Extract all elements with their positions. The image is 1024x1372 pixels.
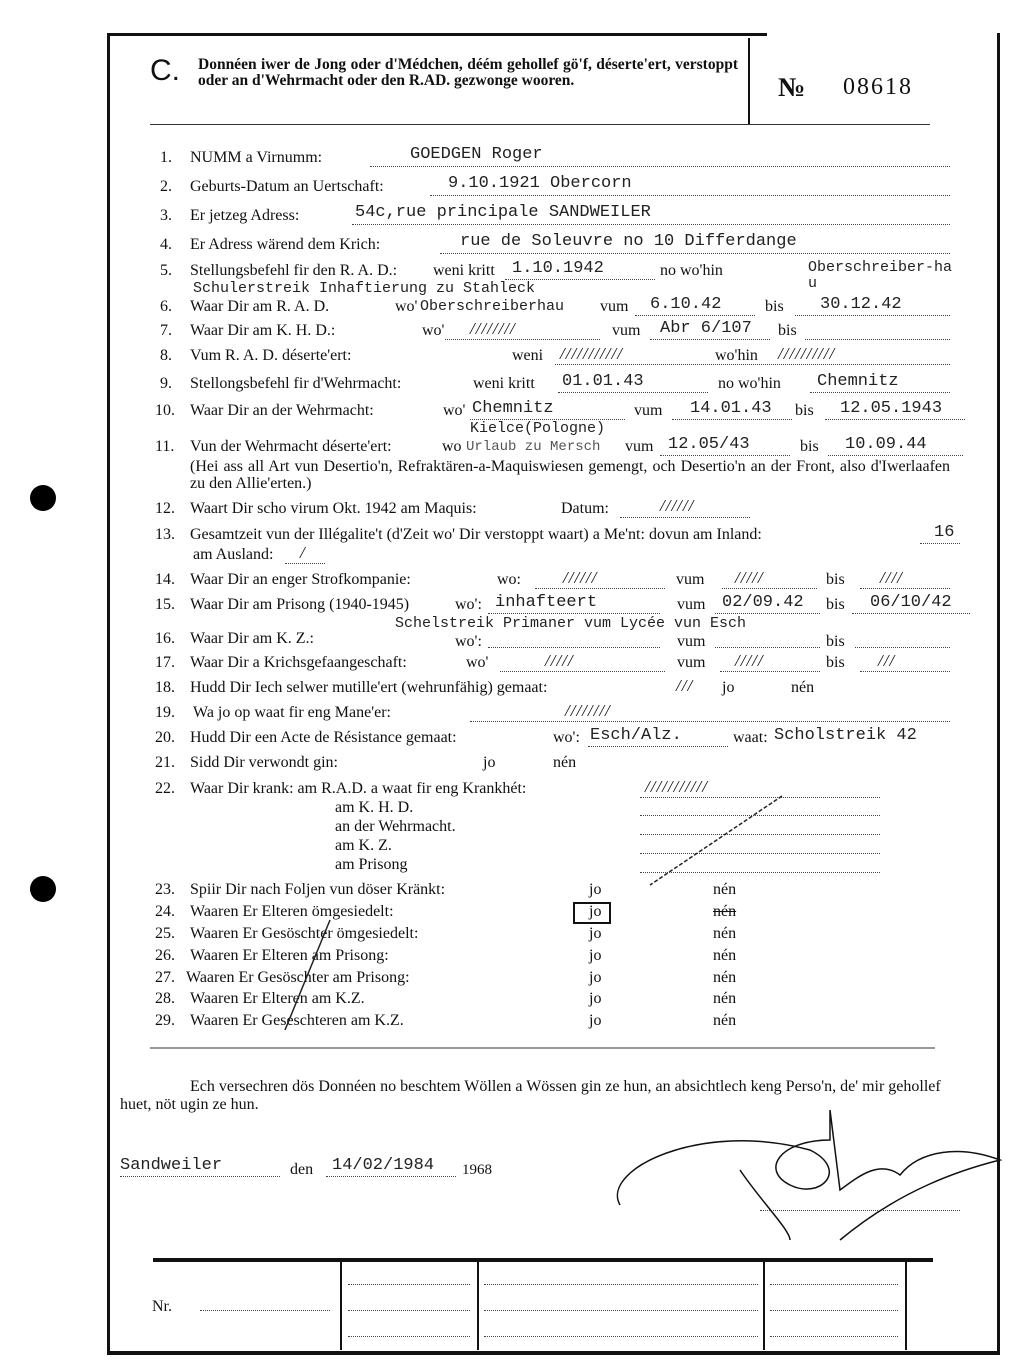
field-label: Waaren Er Geseschteren am K.Z. (190, 1012, 404, 1029)
footer-divider (905, 1262, 907, 1350)
wo-label: wo': (455, 633, 482, 650)
field-label: Stellungsbefehl fir den R. A. D.: (190, 262, 398, 279)
wehrmacht-place[interactable]: Chemnitz (472, 399, 554, 418)
rad-desert-when[interactable]: /////////// (560, 344, 623, 363)
field-number: 26. (155, 947, 175, 964)
field-number: 24. (155, 903, 175, 920)
sign-place[interactable]: Sandweiler (120, 1156, 223, 1175)
option-nen[interactable]: nén (713, 947, 737, 964)
option-nen[interactable]: nén (713, 925, 737, 942)
desertion-to[interactable]: 10.09.44 (845, 435, 927, 454)
resistance-place[interactable]: Esch/Alz. (590, 726, 682, 745)
field-number: 23. (155, 881, 175, 898)
section-letter: C. (150, 54, 180, 87)
name-value[interactable]: GOEDGEN Roger (410, 145, 543, 164)
option-jo[interactable]: jo (589, 925, 602, 942)
field-number: 5. (160, 262, 172, 279)
vum-label: vum (625, 438, 654, 455)
field-number: 21. (155, 754, 175, 771)
field-number: 28. (155, 990, 175, 1007)
option-nen[interactable]: nén (713, 969, 737, 986)
vum-label: vum (677, 654, 706, 671)
datum-label: Datum: (561, 500, 609, 517)
wo-label: wo': (553, 729, 580, 746)
top-border (107, 33, 767, 36)
sub-label: am Prisong (335, 856, 408, 873)
wo-label: wo' (466, 654, 489, 671)
field-label: Hudd Dir een Acte de Résistance gemaat: (190, 729, 457, 746)
sub-label: an der Wehrmacht. (335, 818, 456, 835)
option-nen-struck[interactable]: nén (713, 903, 737, 920)
field-label: Wa jo op waat fir eng Mane'er: (193, 704, 391, 721)
bis-label: bis (765, 298, 784, 315)
field-label: NUMM a Virnumm: (190, 149, 323, 166)
field-number: 12. (155, 500, 175, 517)
punch-hole (30, 485, 56, 511)
resistance-act[interactable]: Scholstreik 42 (774, 726, 917, 745)
wo-label: wo' (422, 322, 445, 339)
desertion-note: Urlaub zu Mersch (466, 439, 601, 455)
handwritten-mark: /// (676, 676, 694, 695)
field-label: Vun der Wehrmacht déserte'ert: (190, 438, 392, 455)
wo-label: wo' (443, 402, 466, 419)
field-label: Waaren Er Elteren ömgesiedelt: (190, 903, 394, 920)
field-number: 7. (160, 322, 172, 339)
field-number: 3. (160, 207, 172, 224)
field-number: 14. (155, 571, 175, 588)
wo-label: wo' (395, 298, 418, 315)
option-jo[interactable]: jo (589, 969, 602, 986)
field-label: Waart Dir scho virum Okt. 1942 am Maquis: (190, 500, 477, 517)
declaration-text: Ech versechren dös Donnéen no beschtem Wöllen a Wössen gin ze hun, an absichtlech keng Perso'n, de' mir gehollef huet, nöt ugin ze hun. (120, 1078, 941, 1113)
field-label: Waar Dir am K. Z.: (190, 630, 314, 647)
maquis-date[interactable]: ////// (660, 496, 695, 515)
option-jo[interactable]: jo (589, 947, 602, 964)
form-number: 08618 (843, 74, 913, 100)
field-number: 18. (155, 679, 175, 696)
form-title: Donnéen iwer de Jong oder d'Médchen, déém gehollef gö'f, déserte'ert, verstoppt oder an d'Wehrmacht oder den R.AD. gezwonge wooren. (198, 56, 738, 89)
wohin-label: wo'hin (715, 347, 758, 364)
wehrmacht-to[interactable]: 12.05.1943 (840, 399, 943, 418)
field-label: Waaren Er Elteren am K.Z. (190, 990, 365, 1007)
vum-label: vum (676, 571, 705, 588)
wo-label: wo': (455, 596, 482, 613)
option-jo-selected[interactable]: jo (589, 903, 602, 920)
strofkompanie-place[interactable]: ////// (563, 568, 598, 587)
vum-label: vum (677, 596, 706, 613)
wo-label: wo: (497, 571, 521, 588)
field-label: Vum R. A. D. déserte'ert: (190, 347, 352, 364)
header-divider (748, 38, 750, 124)
khd-from[interactable]: Abr 6/107 (660, 319, 752, 338)
bis-label: bis (826, 654, 845, 671)
bis-label: bis (826, 633, 845, 650)
pow-place[interactable]: ///// (545, 651, 574, 670)
option-nen[interactable]: nén (713, 990, 737, 1007)
rad-order-date[interactable]: 1.10.1942 (512, 259, 604, 278)
field-label: Waaren Er Elteren am Prisong: (190, 947, 389, 964)
no-wohin-label: no wo'hin (660, 262, 723, 279)
field-label: Hudd Dir Iech selwer mutille'ert (wehrunfähig) gemaat: (190, 679, 548, 696)
field-label: Waaren Er Gesöschter am Prisong: (186, 969, 410, 986)
prison-from[interactable]: 02/09.42 (722, 593, 804, 612)
pow-from[interactable]: ///// (735, 651, 764, 670)
prison-place[interactable]: inhafteert (495, 593, 598, 612)
field-label: Waar Dir am R. A. D. (190, 298, 330, 315)
option-jo[interactable]: jo (589, 881, 602, 898)
illness-rad[interactable]: /////////// (645, 777, 708, 796)
ausland-label: am Ausland: (193, 546, 274, 563)
field-number: 4. (160, 236, 172, 253)
field-label: Gesamtzeit vun der Illégalite't (d'Zeit wo' Dir verstoppt waart) a Me'nt: dovun am Inland: (190, 526, 762, 543)
bis-label: bis (826, 596, 845, 613)
strofkompanie-from[interactable]: ///// (735, 568, 764, 587)
desertion-from[interactable]: 12.05/43 (668, 435, 750, 454)
option-jo[interactable]: jo (589, 990, 602, 1007)
field-number: 16. (155, 630, 175, 647)
field-number: 19. (155, 704, 175, 721)
field-label: Waaren Er Gesöschter ömgesiedelt: (190, 925, 419, 942)
weni-kritt-label: weni kritt (473, 375, 535, 392)
vum-label: vum (612, 322, 641, 339)
bis-label: bis (795, 402, 814, 419)
footer-divider (763, 1262, 765, 1350)
field-number: 15. (155, 596, 175, 613)
khd-place[interactable]: //////// (470, 319, 516, 338)
rad-destination[interactable]: Oberschreiber-hau (808, 259, 953, 292)
sub-label: am K. Z. (335, 837, 392, 854)
option-jo[interactable]: jo (722, 679, 735, 696)
field-number: 11. (155, 438, 175, 455)
birth-value[interactable]: 9.10.1921 Obercorn (448, 174, 632, 193)
field-label: Waar Dir an der Wehrmacht: (190, 402, 374, 419)
number-symbol: № (778, 72, 806, 102)
inland-months[interactable]: 16 (934, 523, 955, 542)
header-separator (150, 124, 930, 125)
rad-place[interactable]: Oberschreiberhau (420, 298, 565, 315)
field-number: 8. (160, 347, 172, 364)
wehrmacht-order-date[interactable]: 01.01.43 (562, 372, 644, 391)
bis-label: bis (800, 438, 819, 455)
rad-desert-where[interactable]: ////////// (778, 344, 836, 363)
field-number: 10. (155, 402, 175, 419)
field-number: 22. (155, 780, 175, 797)
field-label: Stellongsbefehl fir d'Wehrmacht: (190, 375, 402, 392)
desertion-place[interactable]: Kielce(Pologne) (470, 420, 606, 437)
rad-to[interactable]: 30.12.42 (820, 295, 902, 314)
mutilation-manner[interactable]: //////// (565, 701, 611, 720)
vum-label: vum (634, 402, 663, 419)
pow-to[interactable]: /// (878, 651, 896, 670)
field-number: 6. (160, 298, 172, 315)
punch-hole (30, 876, 56, 902)
option-nen[interactable]: nén (713, 881, 737, 898)
field-number: 25. (155, 925, 175, 942)
address-value[interactable]: 54c,rue principale SANDWEILER (355, 203, 651, 222)
typed-annotation: Schulerstreik Inhaftierung zu Stahleck (193, 280, 536, 297)
printed-year: 1968 (462, 1162, 492, 1178)
prison-to[interactable]: 06/10/42 (870, 593, 952, 612)
ausland-months[interactable]: / (300, 543, 306, 562)
wehrmacht-destination[interactable]: Chemnitz (817, 372, 899, 391)
field-number: 1. (160, 149, 172, 166)
option-nen[interactable]: nén (713, 1012, 737, 1029)
field-number: 20. (155, 729, 175, 746)
vum-label: vum (600, 298, 629, 315)
option-nen[interactable]: nén (791, 679, 815, 696)
field-number: 9. (160, 375, 172, 392)
option-jo[interactable]: jo (483, 754, 496, 771)
field-number: 29. (155, 1012, 175, 1029)
no-wohin-label: no wo'hin (718, 375, 781, 392)
field-number: 13. (155, 526, 175, 543)
vum-label: vum (677, 633, 706, 650)
wehrmacht-from[interactable]: 14.01.43 (690, 399, 772, 418)
kz-annotation[interactable]: Schelstreik Primaner vum Lycée vun Esch (395, 615, 747, 632)
sub-label: am K. H. D. (335, 799, 414, 816)
field-label: Waar Dir am K. H. D.: (190, 322, 336, 339)
field-label: Geburts-Datum an Uertschaft: (190, 178, 384, 195)
field-label: Waar Dir a Krichsgefaangeschaft: (190, 654, 407, 671)
footer-divider (340, 1260, 342, 1350)
footer-top-rule (153, 1258, 933, 1262)
bis-label: bis (826, 571, 845, 588)
field-label: Er jetzeg Adress: (190, 207, 300, 224)
field-label: Waar Dir an enger Strofkompanie: (190, 571, 411, 588)
waat-label: waat: (733, 729, 768, 746)
field-label: Waar Dir am Prisong (1940-1945) (190, 596, 410, 613)
weni-kritt-label: weni kritt (433, 262, 495, 279)
war-address-value[interactable]: rue de Soleuvre no 10 Differdange (460, 232, 797, 251)
bis-label: bis (778, 322, 797, 339)
wo-label: wo (442, 438, 462, 455)
desertion-explanation: (Hei ass all Art vun Desertio'n, Refraktären-a-Maquiswiesen gemengt, och Desertio'n an der Front, also d'Iwerlaafen zu den Allie'erten.) (190, 458, 950, 492)
field-number: 2. (160, 178, 172, 195)
field-label: Waar Dir krank: am R.A.D. a waat fir eng Krankhét: (190, 780, 527, 797)
field-label: Sidd Dir verwondt gin: (190, 754, 338, 771)
field-number: 17. (155, 654, 175, 671)
field-label: Er Adress wärend dem Krich: (190, 236, 381, 253)
nr-label: Nr. (152, 1298, 172, 1315)
field-label: Spiir Dir nach Foljen vun döser Kränkt: (190, 881, 446, 898)
option-nen[interactable]: nén (553, 754, 577, 771)
footer-divider (477, 1260, 479, 1350)
den-label: den (290, 1161, 314, 1178)
option-jo[interactable]: jo (589, 1012, 602, 1029)
sign-date[interactable]: 14/02/1984 (332, 1156, 435, 1175)
strofkompanie-to[interactable]: //// (880, 568, 903, 587)
weni-label: weni (512, 347, 544, 364)
field-number: 27. (155, 969, 175, 986)
rad-from[interactable]: 6.10.42 (650, 295, 722, 314)
